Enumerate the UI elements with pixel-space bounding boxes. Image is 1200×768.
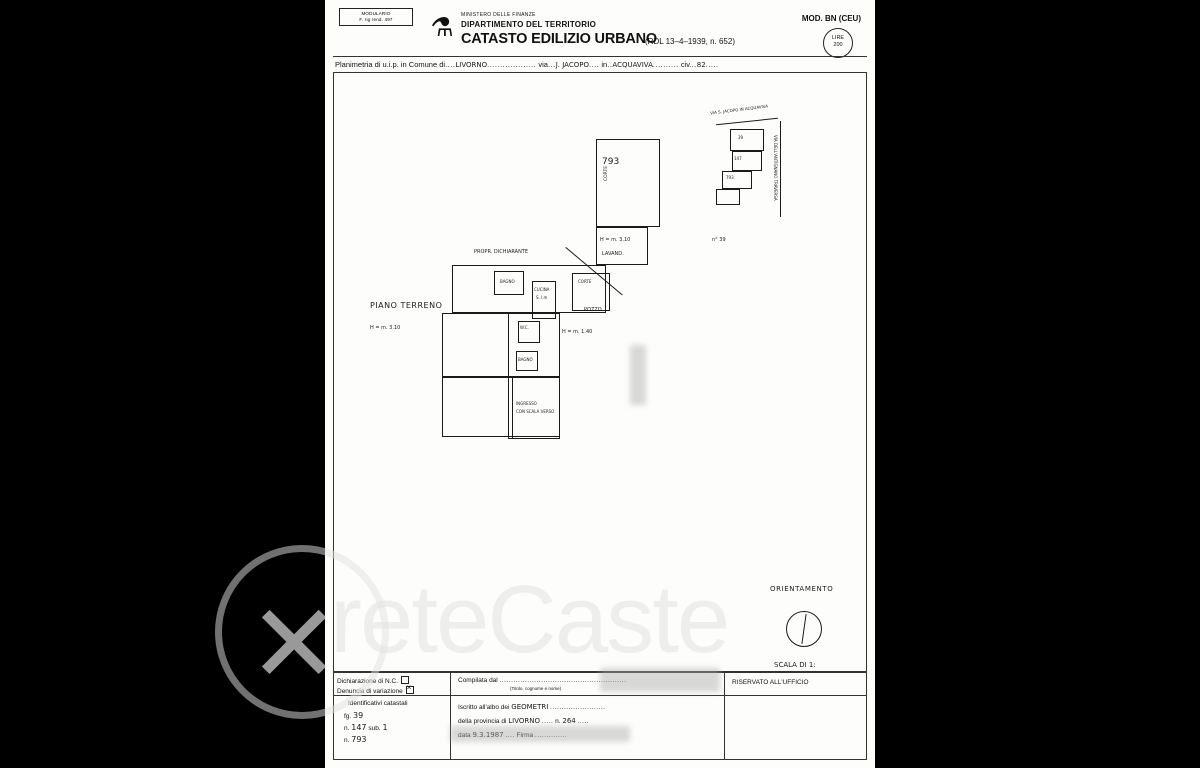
label-pozzo: POZZO — [584, 307, 602, 313]
floor-plan-drawing — [334, 73, 866, 671]
identifier-value-3: 793 — [351, 735, 367, 744]
planimetry-prefix: Planimetria di u.i.p. in Comune di — [335, 60, 446, 69]
room-corte-block — [596, 139, 660, 227]
header-divider — [333, 56, 867, 57]
province-row: della provincia di LIVORNO ..... n. 264 ..... — [458, 717, 590, 725]
variation-checkbox[interactable] — [406, 686, 414, 694]
label-ingresso-sub: CON SCALA VERSO — [516, 409, 555, 414]
label-lavand-height: H = m. 3.10 — [600, 237, 631, 243]
province-value: LIVORNO — [508, 717, 540, 725]
label-cucina-sub: S. I.m — [536, 295, 548, 300]
province-number-value: 264 — [562, 717, 576, 725]
keymap-block-2 — [732, 151, 762, 171]
footer-divider-2 — [724, 673, 725, 759]
stamp-amount: 200 — [833, 42, 843, 49]
footer-divider-h1 — [334, 695, 866, 696]
law-reference: (RDL 13–4–1939, n. 652) — [645, 37, 735, 46]
keymap-block-3 — [722, 171, 752, 189]
compiled-row: Compilata dal ....................................................... — [458, 677, 627, 684]
modulario-line1: MODULARIO — [361, 11, 391, 16]
keymap-parcel-39: 39 — [738, 135, 744, 140]
identifier-value-2: 147 — [351, 723, 367, 732]
label-wc: W.C. — [520, 325, 529, 330]
compass-icon — [786, 611, 822, 647]
via-value: J. JACOPO — [555, 61, 589, 69]
enrolled-value: GEOMETRI — [511, 703, 549, 711]
declaration-row[interactable] — [337, 676, 409, 685]
identifier-value-1: 39 — [353, 711, 364, 720]
compiled-label: Compilata dal — [458, 677, 498, 684]
enrolled-row: Iscritto all'albo dei GEOMETRI ........................ — [458, 703, 606, 711]
floor-label: PIANO TERRENO — [370, 301, 443, 310]
stamp-duty-badge — [823, 28, 853, 58]
identifier-row-1 — [344, 711, 363, 720]
enrolled-label: Iscritto all'albo dei — [458, 704, 510, 711]
room-ingresso — [512, 377, 560, 439]
civ-value: 82 — [696, 61, 706, 69]
keymap-block-4 — [716, 189, 740, 205]
identifier-row-2 — [344, 723, 388, 732]
date-row: data 9.3.1987 .... Firma .............. — [458, 731, 568, 739]
reserved-label: RISERVATO ALL'UFFICIO — [732, 679, 809, 686]
label-sub-793: 793 — [602, 157, 620, 167]
keymap-parcel-793: 793 — [726, 175, 734, 180]
room-lavanderia — [596, 227, 648, 265]
in-value: ACQUAVIVA — [612, 61, 653, 69]
label-ingresso: INGRESSO — [516, 401, 537, 406]
label-rip: BAGNO — [500, 279, 515, 284]
document-footer — [333, 672, 867, 760]
footer-divider-1 — [450, 673, 451, 759]
modulario-box — [339, 8, 413, 26]
variation-label: Denuncia di variazione — [337, 688, 403, 695]
document-title: CATASTO EDILIZIO URBANO — [461, 31, 657, 47]
keymap-street-line-right — [780, 121, 781, 217]
compiled-hint: (Titolo, cognome e nome) — [510, 686, 562, 691]
scale-label: SCALA DI 1: — [774, 661, 816, 669]
via-label: via — [538, 60, 548, 69]
ministry-label: MINISTERO DELLE FINANZE — [461, 12, 536, 18]
date-value: 9.3.1987 — [472, 731, 504, 739]
scanned-document — [325, 0, 875, 768]
department-label: DIPARTIMENTO DEL TERRITORIO — [461, 20, 597, 29]
identifier-row-3 — [344, 735, 367, 744]
identifier-label-3: n. — [344, 737, 350, 744]
label-scala-height: H = m. 1.40 — [562, 329, 593, 335]
signature-label: Firma — [516, 732, 534, 739]
label-bagno: BAGNO — [518, 357, 533, 362]
civ-label: civ. — [680, 60, 692, 69]
keymap-street-line-top — [716, 118, 778, 125]
label-corte-2: CORTE — [578, 279, 592, 284]
keymap-street-right-label: VIA DELL'ANTIGNANO TRAVERSA — [773, 135, 778, 201]
document-header — [333, 6, 867, 56]
province-number-label: n. — [555, 718, 561, 725]
modulario-line2: F. rig rend. 497 — [359, 16, 393, 22]
identifier-sublabel-2: sub. — [368, 725, 381, 732]
keymap-block-1 — [730, 129, 764, 151]
floor-height-label: H = m. 3.10 — [370, 325, 401, 331]
declaration-label: Dichiarazione di N.C. — [337, 678, 399, 685]
watermark-text: reteCaste — [330, 566, 729, 673]
watermark-x-icon: ✕ — [248, 583, 341, 706]
plan-frame — [333, 72, 867, 672]
orientation-label: ORIENTAMENTO — [770, 585, 834, 593]
keymap-parcel-147: 147 — [734, 156, 742, 161]
keymap-number-label: n° 39 — [712, 237, 726, 243]
identifier-label-1: fg. — [344, 713, 352, 720]
stamp-currency-label: LIRE — [831, 35, 845, 41]
province-label: della provincia di — [458, 718, 507, 725]
variation-row[interactable] — [337, 686, 414, 695]
identifier-subvalue-2: 1 — [382, 723, 388, 732]
in-label: in — [601, 60, 608, 69]
keymap-street-top-label: VIA S. JACOPO IN ACQUAVIVA — [709, 103, 769, 116]
date-label: data — [458, 732, 471, 739]
identifier-label-2: n. — [344, 725, 350, 732]
label-cucina: CUCINA — [534, 287, 550, 292]
model-code: MOD. BN (CEU) — [801, 14, 861, 23]
comune-value: LIVORNO — [455, 61, 488, 69]
planimetry-line: Planimetria di u.i.p. in Comune di....LIVORNO................... via...J. JACOPO.... in..ACQUAVIVA.......... civ...82..... — [335, 60, 719, 69]
republic-emblem-icon: ⚗ — [430, 12, 454, 42]
label-corte: CORTE — [604, 165, 609, 181]
identifiers-title: Identificativi catastali — [348, 700, 408, 707]
label-lavand: LAVAND. — [602, 251, 624, 257]
label-propr-dichiarante: PROPR. DICHIARANTE — [474, 249, 529, 255]
